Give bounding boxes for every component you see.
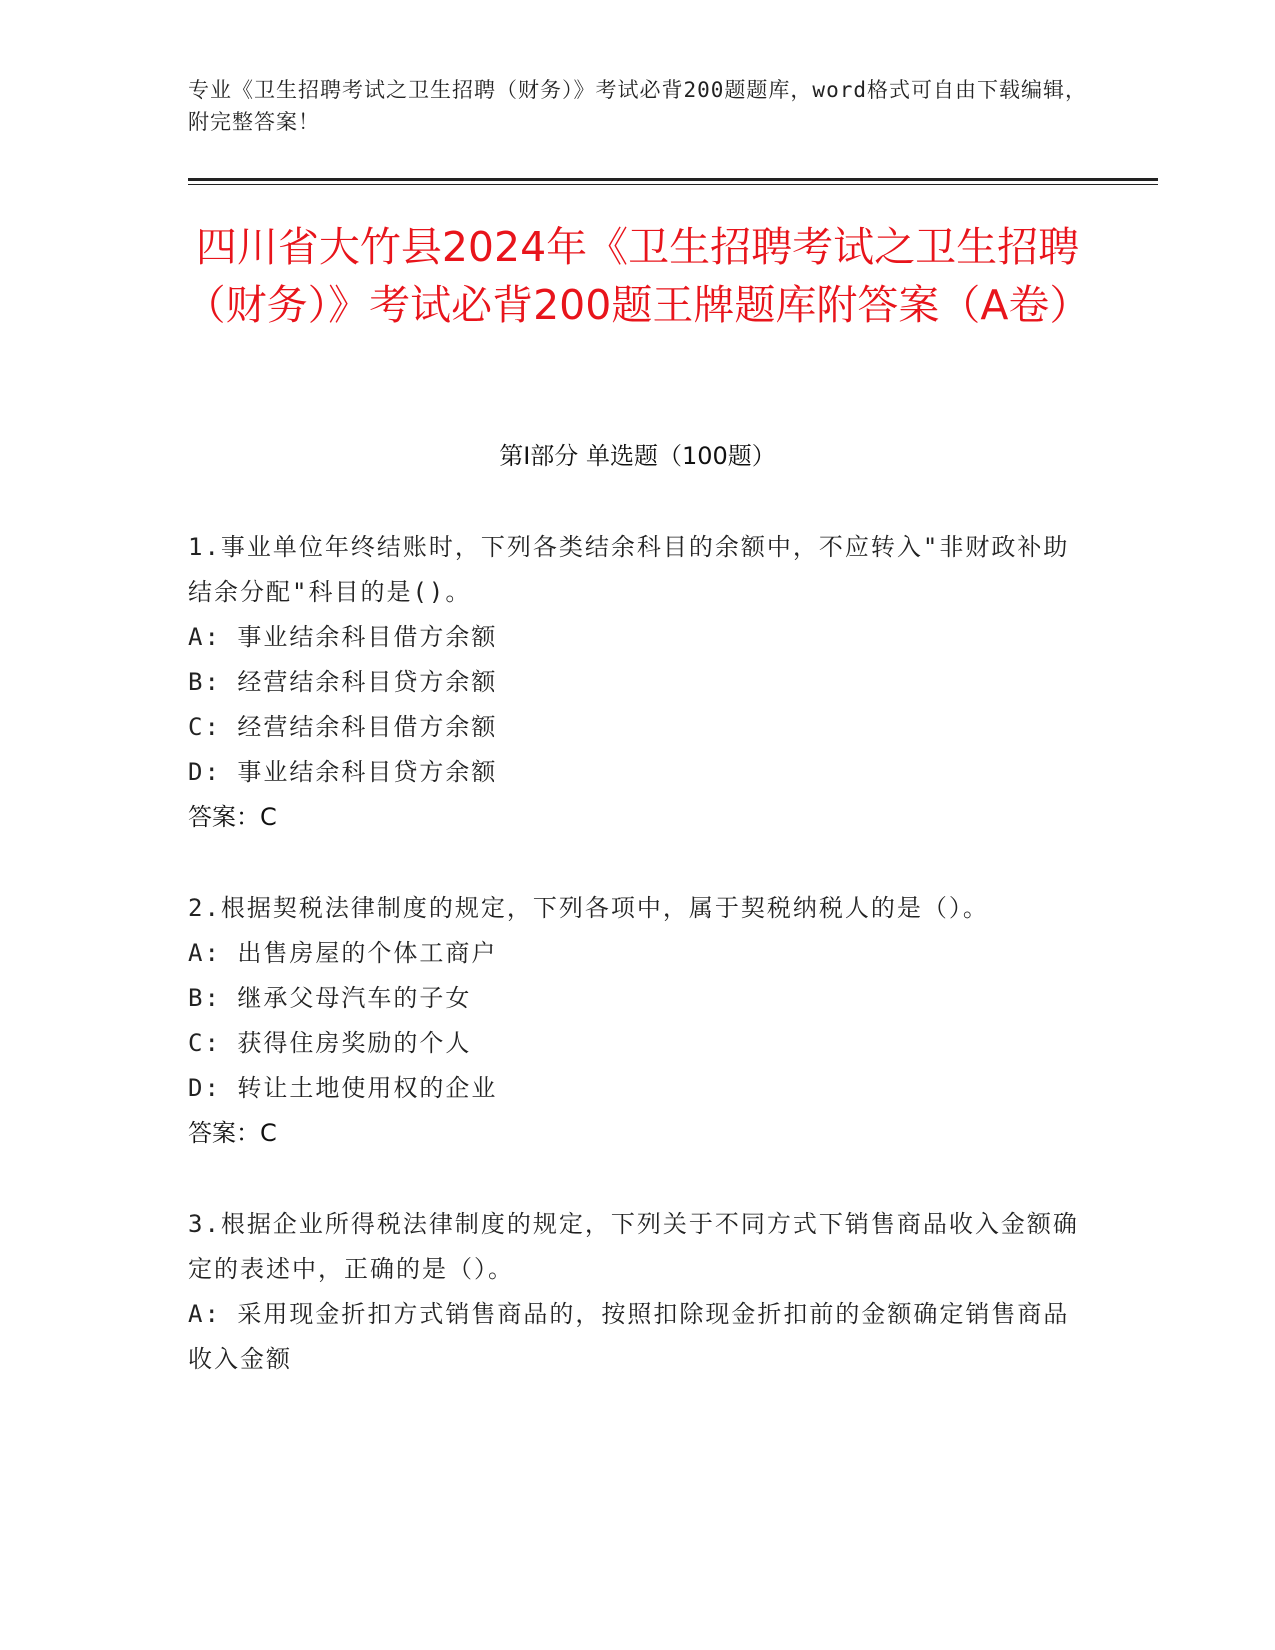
question-2 bbox=[188, 886, 1088, 1156]
option-a: A: 出售房屋的个体工商户 bbox=[188, 939, 498, 967]
answer: 答案：C bbox=[188, 1119, 277, 1147]
question-1 bbox=[188, 525, 1088, 840]
option-a: A: 采用现金折扣方式销售商品的，按照扣除现金折扣前的金额确定销售商品收入金额 bbox=[188, 1300, 1070, 1373]
question-stem: 1.事业单位年终结账时，下列各类结余科目的余额中，不应转入"非财政补助结余分配"科目的是()。 bbox=[188, 533, 1070, 606]
question-stem: 2.根据契税法律制度的规定，下列各项中，属于契税纳税人的是（）。 bbox=[188, 894, 989, 922]
question-3 bbox=[188, 1202, 1088, 1382]
header-note: 专业《卫生招聘考试之卫生招聘（财务）》考试必背200题题库，word格式可自由下载编辑，附完整答案！ bbox=[188, 78, 1087, 134]
option-d: D: 转让土地使用权的企业 bbox=[188, 1074, 498, 1102]
option-d: D: 事业结余科目贷方余额 bbox=[188, 758, 498, 786]
option-c: C: 经营结余科目借方余额 bbox=[188, 713, 498, 741]
document-title: 四川省大竹县2024年《卫生招聘考试之卫生招聘（财务）》考试必背200题王牌题库附答案（A卷） bbox=[184, 223, 1091, 329]
option-a: A: 事业结余科目借方余额 bbox=[188, 623, 498, 651]
option-c: C: 获得住房奖励的个人 bbox=[188, 1029, 472, 1057]
option-b: B: 经营结余科目贷方余额 bbox=[188, 668, 498, 696]
option-b: B: 继承父母汽车的子女 bbox=[188, 984, 472, 1012]
answer: 答案：C bbox=[188, 803, 277, 831]
header-rule-thin bbox=[188, 184, 1158, 185]
question-list bbox=[188, 525, 1088, 1428]
question-stem: 3.根据企业所得税法律制度的规定，下列关于不同方式下销售商品收入金额确定的表述中，正确的是（）。 bbox=[188, 1210, 1079, 1283]
section-title: 第Ⅰ部分 单选题（100题） bbox=[499, 442, 776, 470]
header-rule-thick bbox=[188, 178, 1158, 181]
